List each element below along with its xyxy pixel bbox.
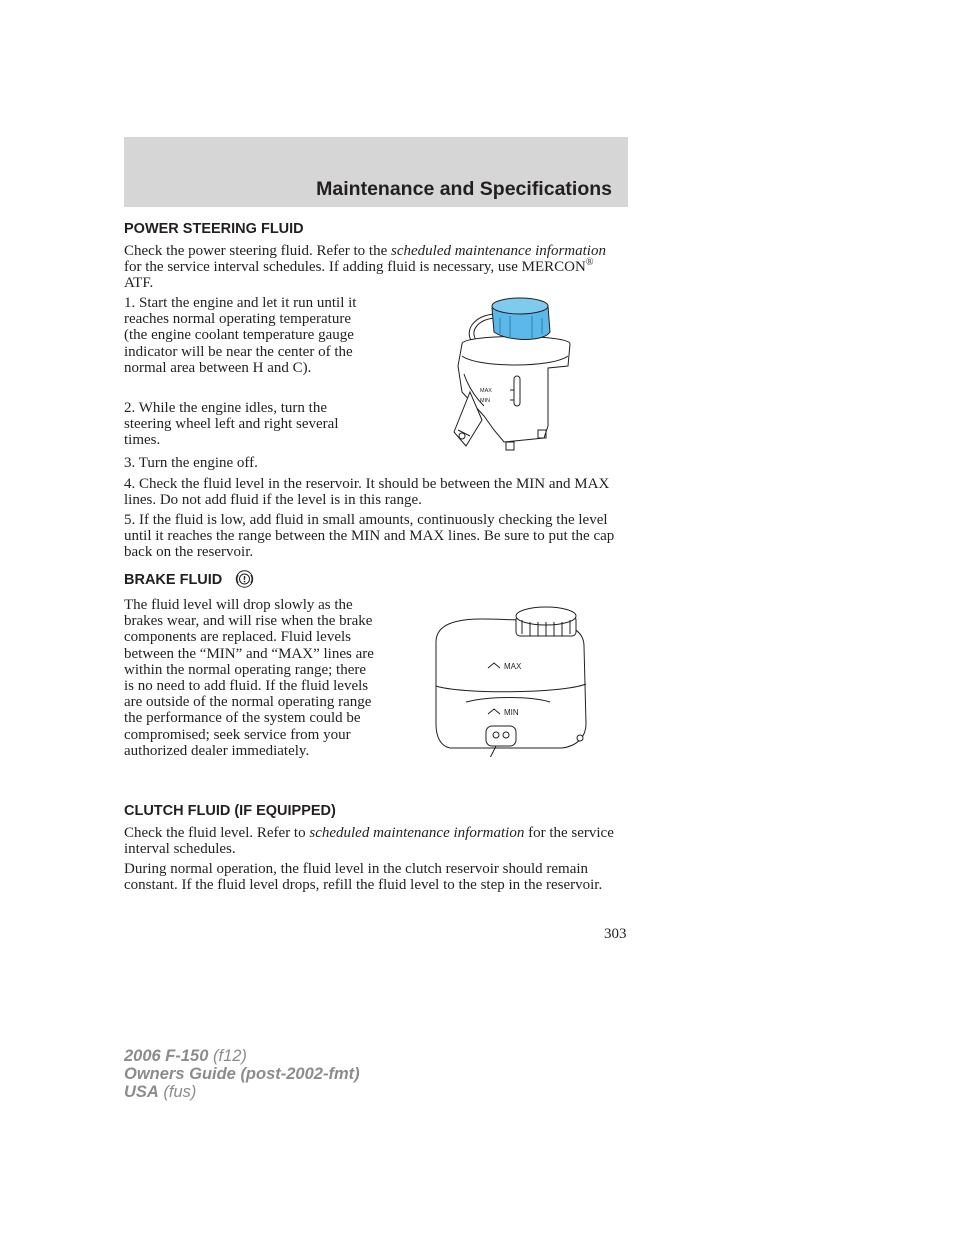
intro-text-a: Check the power steering fluid. Refer to the	[124, 243, 391, 259]
ps-fig-max-label: MAX	[480, 388, 492, 394]
bf-fig-min-label: MIN	[504, 708, 519, 717]
bf-fig-max-label: MAX	[504, 662, 522, 671]
reservoir-cap-icon	[492, 298, 550, 340]
clutch-fluid-p1	[124, 825, 618, 857]
section-header-band	[124, 137, 628, 207]
brake-fluid-text: The fluid level will drop slowly as the brakes wear, and will rise when the brake components are replaced. Fluid levels between the “MIN” and “MAX” lines are within the normal operating range; there is no need to add fluid. If the fluid levels are outside of the normal operating range the performance of the system could be compromised; seek service from your authorized dealer immediately.	[124, 597, 374, 759]
brake-fluid-heading: BRAKE FLUID	[124, 572, 223, 588]
brake-fluid-reservoir-illustration	[430, 602, 590, 757]
footer-market: USA	[124, 1083, 159, 1101]
power-steering-intro	[124, 243, 618, 292]
brake-warning-icon	[235, 570, 254, 588]
power-steering-step-2: 2. While the engine idles, turn the steering wheel left and right several times.	[124, 400, 339, 449]
footer-line-2: Owners Guide (post-2002-fmt)	[124, 1065, 360, 1083]
clutch-text-a: Check the fluid level. Refer to	[124, 825, 310, 841]
power-steering-heading: POWER STEERING FLUID	[124, 221, 304, 237]
power-steering-step-4: 4. Check the fluid level in the reservoir. It should be between the MIN and MAX lines. Do not add fluid if the level is in this range.	[124, 476, 610, 509]
section-title: Maintenance and Specifications	[316, 178, 612, 200]
footer-model: 2006 F-150	[124, 1047, 209, 1065]
intro-text-c: ATF.	[124, 275, 154, 292]
footer-line-1	[124, 1047, 360, 1065]
ps-fig-min-label: MIN	[480, 398, 491, 404]
power-steering-step-1: 1. Start the engine and let it run until it reaches normal operating temperature (the engine coolant temperature gauge indicator will be near the center of the normal area between H and C).	[124, 295, 357, 376]
footer-market-code: (fus)	[158, 1083, 197, 1101]
scheduled-maintenance-reference: scheduled maintenance information	[391, 243, 606, 259]
power-steering-step-3: 3. Turn the engine off.	[124, 455, 258, 471]
clutch-fluid-p2: During normal operation, the fluid level in the clutch reservoir should remain constant. If the fluid level drops, refill the fluid level to the step in the reservoir.	[124, 861, 603, 894]
clutch-fluid-heading: CLUTCH FLUID (IF EQUIPPED)	[124, 803, 336, 819]
clutch-text-b: for the service interval schedules.	[124, 825, 614, 858]
footer-model-code: (f12)	[208, 1047, 247, 1065]
document-footer	[124, 1047, 360, 1101]
power-steering-step-5: 5. If the fluid is low, add fluid in small amounts, continuously checking the level until it reaches the range between the MIN and MAX lines. Be sure to put the cap back on the reservoir.	[124, 512, 615, 561]
page-number: 303	[604, 926, 627, 942]
power-steering-reservoir-illustration	[448, 296, 578, 456]
intro-text-b: for the service interval schedules. If adding fluid is necessary, use MERCON	[124, 259, 586, 276]
clutch-maintenance-reference: scheduled maintenance information	[309, 825, 525, 841]
footer-line-3	[124, 1083, 360, 1101]
registered-mark: ®	[585, 257, 594, 269]
